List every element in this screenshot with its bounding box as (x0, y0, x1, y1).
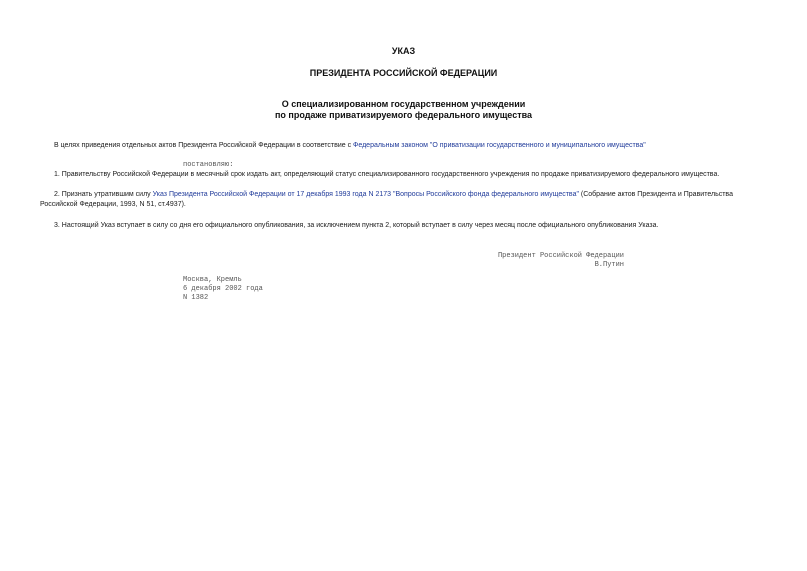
subject-line-1: О специализированном государственном учреждении (281, 99, 526, 109)
signature-name: В.Путин (594, 261, 624, 269)
decree-heading: УКАЗ (391, 46, 416, 56)
footer-date: 6 декабря 2002 года (183, 285, 263, 293)
item-2-prefix: 2. Признать утратившим силу (54, 191, 153, 198)
item-2-suffix: (Собрание актов Президента и Правительства (578, 191, 733, 198)
decree-word: постановляю: (183, 161, 234, 169)
item-2 (54, 190, 733, 200)
item-2-continuation: Российской Федерации, 1993, N 51, ст.4937). (40, 201, 186, 208)
footer-number: N 1382 (183, 294, 209, 302)
preamble-paragraph (54, 141, 646, 151)
federal-law-link[interactable]: Федеральным законом "О приватизации государственного и муниципального имущества" (353, 142, 646, 149)
preamble-text: В целях приведения отдельных актов Президента Российской Федерации в соответствие с (54, 142, 354, 149)
signature-position: Президент Российской Федерации (497, 252, 624, 260)
repealed-decree-link[interactable]: Указ Президента Российской Федерации от 17 декабря 1993 года N 2173 "Вопросы Российского фонда федерального имущества" (152, 191, 579, 198)
item-1: 1. Правительству Российской Федерации в месячный срок издать акт, определяющий статус специализированного государственного учреждения по продаже приватизируемого федерального имущества. (54, 171, 720, 178)
footer-place: Москва, Кремль (183, 276, 242, 284)
item-3: 3. Настоящий Указ вступает в силу со дня его официального опубликования, за исключением пункта 2, который вступает в силу через месяц после официального опубликования Указа. (54, 222, 659, 229)
issuer-heading: ПРЕЗИДЕНТА РОССИЙСКОЙ ФЕДЕРАЦИИ (309, 68, 498, 78)
subject-line-2: по продаже приватизируемого федерального имущества (274, 110, 533, 120)
